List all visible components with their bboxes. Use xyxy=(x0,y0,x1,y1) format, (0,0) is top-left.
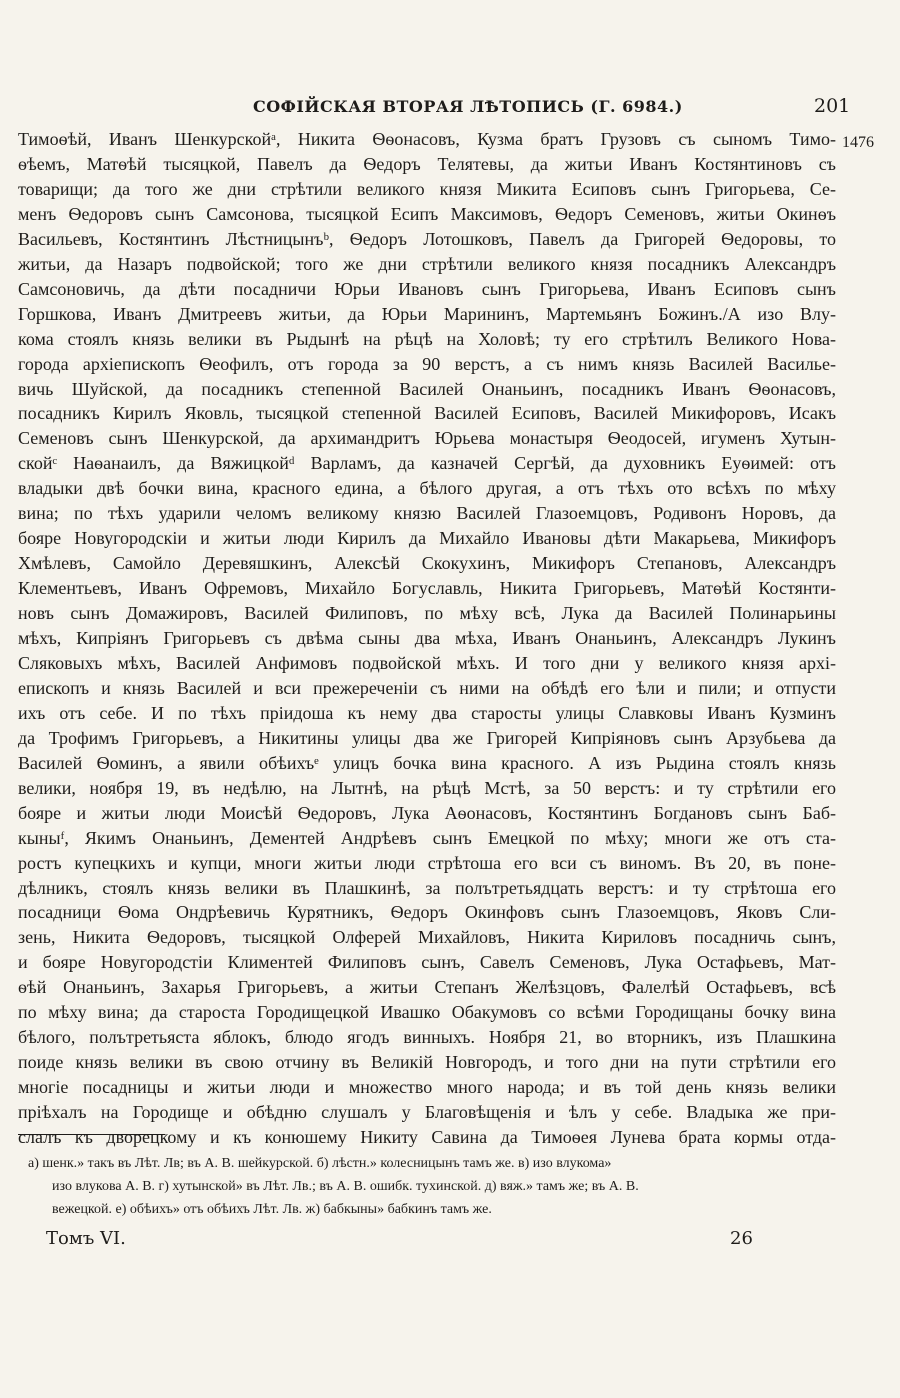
text-line: Васильевъ, Костянтинъ Лѣстницынъᵇ, Ѳедоръ Лотошковъ, Павелъ да Григорей Ѳедоровы, то xyxy=(18,228,836,249)
text-line: Тимоѳѣй, Иванъ Шенкурскойᵃ, Никита Ѳѳонасовъ, Кузма братъ Грузовъ съ сыномъ Тимо- xyxy=(18,129,836,149)
text-line: житьи, да Назаръ подвойской; того же дни стрѣтили великого князя посадникъ Александръ xyxy=(18,253,836,274)
text-line: ѳѣемъ, Матѳѣй тысяцкой, Павелъ да Ѳедоръ Телятевы, да житьи Иванъ Костянтиновъ съ xyxy=(18,153,836,174)
text-line: поиде князь велики въ свою отчину въ Великій Новгородъ, и того дни на пути стрѣтили его xyxy=(18,1052,836,1073)
text-line: кыныᶠ, Якимъ Онаньинъ, Дементей Андрѣевъ сынъ Емецкой по мѣху; многи же отъ ста- xyxy=(18,827,836,848)
signature-mark: 26 xyxy=(730,1228,753,1249)
text-line: ѳѣй Онаньинъ, Захарья Григорьевъ, а житьи Степанъ Желѣзцовъ, Фалелѣй Остафьевъ, всѣ xyxy=(18,977,836,998)
text-line: дѣлникъ, стоялъ князь велики въ Плашкинѣ, за полътретьядцать верстъ: и ту стрѣтоша его xyxy=(18,877,836,898)
text-line: кома стоялъ князь велики въ Рыдынѣ на рѣцѣ на Холовѣ; ту его стрѣтилъ Великого Нова- xyxy=(18,328,836,349)
running-header xyxy=(0,95,900,121)
text-line: посадникъ Кирилъ Яковль, тысяцкой степенной Василей Есиповъ, Василей Микифоровъ, Исакъ xyxy=(18,403,836,424)
text-line: зень, Никита Ѳедоровъ, тысяцкой Олферей Михайловъ, Никита Кириловъ посадничь сынъ, xyxy=(18,927,836,948)
text-line: слалъ къ дворецкому и къ конюшему Никиту Савина да Тимоѳея Лунева брата кормы отда- xyxy=(18,1127,836,1147)
text-line: менъ Ѳедоровъ сынъ Самсонова, тысяцкой Есипъ Максимовъ, Ѳедоръ Семеновъ, житьи Окинѳъ xyxy=(18,203,836,224)
page-footer xyxy=(0,1228,900,1252)
text-line: бѣлого, полътретьяста яблокъ, блюдо ягодъ винныхъ. Ноября 21, во вторникъ, изъ Плашкина xyxy=(18,1027,836,1048)
footnote-line: а) шенк.» такъ въ Лѣт. Лв; въ А. В. шейкурской. б) лѣстн.» колесницынъ тамъ же. в) изо влукома» xyxy=(28,1156,612,1171)
text-line: и бояре Новугородстіи Климентей Филиповъ сынъ, Савелъ Семеновъ, Лука Остафьевъ, Мат- xyxy=(18,952,836,973)
text-line: скойᶜ Наѳанаилъ, да Вяжицкойᵈ Варламъ, да казначей Сергѣй, да духовникъ Еуѳимей: отъ xyxy=(18,453,836,474)
volume-label: Томъ VI. xyxy=(46,1228,126,1249)
text-line: Семеновъ сынъ Шенкурской, да архимандритъ Юрьева монастыря Ѳеодосей, игуменъ Хутын- xyxy=(18,428,836,449)
text-line: Горшкова, Иванъ Дмитреевъ житьи, да Юрьи Марининъ, Мартемьянъ Божинъ./А изо Влу- xyxy=(18,303,836,324)
margin-year: 1476 xyxy=(842,134,874,151)
text-line: многіе посадницы и житьи люди и множество много народа; и въ той день князь велики xyxy=(18,1077,836,1098)
text-line: новъ сынъ Домажировъ, Василей Филиповъ, по мѣху всѣ, Лука да Василей Полинарьины xyxy=(18,603,836,624)
text-line: по мѣху вина; да староста Городищецкой Ивашко Обакумовъ со всѣми Городищаны бочку вина xyxy=(18,1002,836,1023)
text-line: Хмѣлевъ, Самойло Деревяшкинъ, Алексѣй Скокухинъ, Микифоръ Степановъ, Александръ xyxy=(18,553,836,574)
text-line: ихъ отъ себе. И по тѣхъ пріидоша къ нему два старосты улицы Славковы Иванъ Кузминъ xyxy=(18,702,836,723)
text-line: да Трофимъ Григорьевъ, а Никитины улицы два же Григорей Кипріяновъ сынъ Арзубьева да xyxy=(18,727,836,748)
text-line: пріѣхалъ на Городище и обѣдню слушалъ у Благовѣщенія и ѣлъ у себе. Владыка же при- xyxy=(18,1102,836,1123)
text-line: епископъ и князь Василей и вси прежереченіи съ ними на обѣдѣ его ѣли и пили; и отпусти xyxy=(18,677,836,698)
text-line: Клементьевъ, Иванъ Офремовъ, Михайло Богуславль, Никита Григорьевъ, Матѳѣй Костянти- xyxy=(18,578,836,599)
footnote-rule xyxy=(18,1134,165,1135)
text-line: бояре Новугородскіи и житьи люди Кирилъ да Михайло Ивановы дѣти Макарьева, Микифоръ xyxy=(18,528,836,549)
text-line: ростъ купецкихъ и купци, многи житьи люди стрѣтоша его вси съ виномъ. Въ 20, въ поне- xyxy=(18,852,836,873)
footnote-line: вежецкой. е) обѣихъ» отъ обѣихъ Лѣт. Лв. ж) бабкыны» бабкинъ тамъ же. xyxy=(52,1202,492,1217)
text-line: Василей Ѳоминъ, а явили обѣихъᵉ улицъ бочка вина красного. А изъ Рыдина стоялъ князь xyxy=(18,752,836,773)
text-line: велики, ноября 19, въ недѣлю, на Лытнѣ, на рѣцѣ Мстѣ, за 50 верстъ: и ту стрѣтили его xyxy=(18,777,836,798)
text-line: Сляковыхъ мѣхъ, Василей Анфимовъ подвойской мѣхъ. И того дни у великого князя архі- xyxy=(18,652,836,673)
text-line: Самсоновичь, да дѣти посадничи Юрьи Ивановъ сынъ Григорьева, Иванъ Есиповъ сынъ xyxy=(18,278,836,299)
running-title: СОФІЙСКАЯ ВТОРАЯ ЛѢТОПИСЬ (Г. 6984.) xyxy=(253,97,683,116)
text-line: товарищи; да того же дни стрѣтили великого князя Микита Есиповъ сынъ Григорьева, Се- xyxy=(18,178,836,199)
text-line: посадници Ѳома Ондрѣевичь Курятникъ, Ѳедоръ Окинфовъ сынъ Глазоемцовъ, Яковъ Сли- xyxy=(18,902,836,923)
text-line: бояре и житьи люди Моисѣй Ѳедоровъ, Лука Аѳонасовъ, Костянтинъ Богдановъ сынъ Баб- xyxy=(18,802,836,823)
text-line: города архіепископъ Ѳеофилъ, отъ города за 90 верстъ, а съ нимъ князь Василей Василье- xyxy=(18,353,836,374)
text-line: владыки двѣ бочки вина, красного едина, а бѣлого другая, а отъ тѣхъ ото всѣхъ по мѣху xyxy=(18,478,836,499)
text-line: мѣхъ, Кипріянъ Григорьевъ съ двѣма сыны два мѣха, Иванъ Онаньинъ, Александръ Лукинъ xyxy=(18,628,836,648)
footnote-line: изо влукова А. В. г) хутынской» въ Лѣт. Лв.; въ А. В. ошибк. тухинской. д) вяж.» тамъ же; въ А. В. xyxy=(52,1179,639,1194)
text-line: вина; по тѣхъ ударили челомъ великому князю Василей Глазоемцовъ, Родивонъ Норовъ, да xyxy=(18,503,836,524)
text-line: вичь Шуйской, да посадникъ степенной Василей Онаньинъ, посадникъ Иванъ Ѳѳонасовъ, xyxy=(18,378,836,399)
page-number: 201 xyxy=(814,95,851,117)
